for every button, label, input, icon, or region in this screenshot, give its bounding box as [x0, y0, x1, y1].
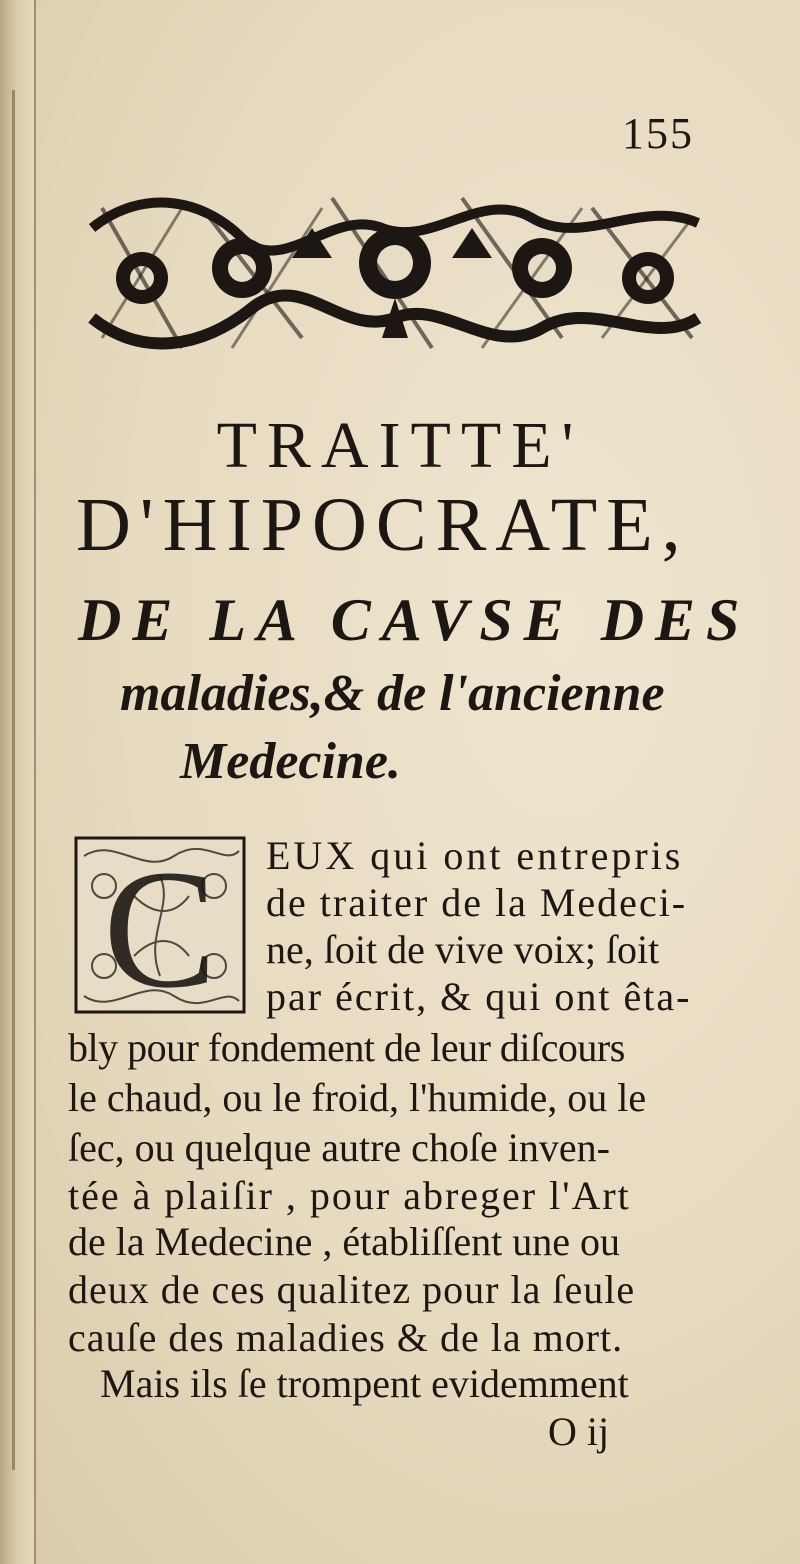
spine-shadow: [12, 90, 15, 1470]
body-line-3: ne, ſoit de vive voix; ſoit: [266, 927, 660, 972]
title-line-1: TRAITTE': [216, 409, 584, 482]
title-line-2: D'HIPOCRATE,: [76, 483, 690, 567]
book-spine: [0, 0, 36, 1564]
body-line-8: tée à plaiſir , pour abreger l'Art: [68, 1173, 631, 1218]
decorated-initial: [74, 836, 246, 1014]
body-line-12: Mais ils ſe trompent evidemment: [100, 1361, 629, 1406]
body-line-7: ſec, ou quelque autre choſe inven-: [68, 1125, 610, 1170]
body-line-4: par écrit, & qui ont êta-: [266, 974, 692, 1019]
title-line-4: maladies,& de l'ancienne: [120, 665, 665, 722]
body-line-1: EUX qui ont entrepris: [266, 833, 684, 878]
body-line-9: de la Medecine , établiſſent une ou: [68, 1219, 621, 1264]
page-number: 155: [622, 109, 694, 158]
body-line-10: deux de ces qualitez pour la ſeule: [68, 1267, 636, 1312]
decorative-headpiece: [82, 168, 708, 368]
signature-mark: O ij: [548, 1409, 610, 1454]
title-line-5: Medecine.: [180, 733, 401, 790]
body-line-5: bly pour fondement de leur diſcours: [68, 1025, 625, 1070]
body-line-2: de traiter de la Medeci-: [266, 880, 688, 925]
body-line-11: cauſe des maladies & de la mort.: [68, 1315, 624, 1360]
initial-letter: C: [103, 836, 217, 1014]
body-line-6: le chaud, ou le froid, l'humide, ou le: [68, 1075, 647, 1120]
title-line-3: DE LA CAVSE DES: [78, 587, 751, 653]
